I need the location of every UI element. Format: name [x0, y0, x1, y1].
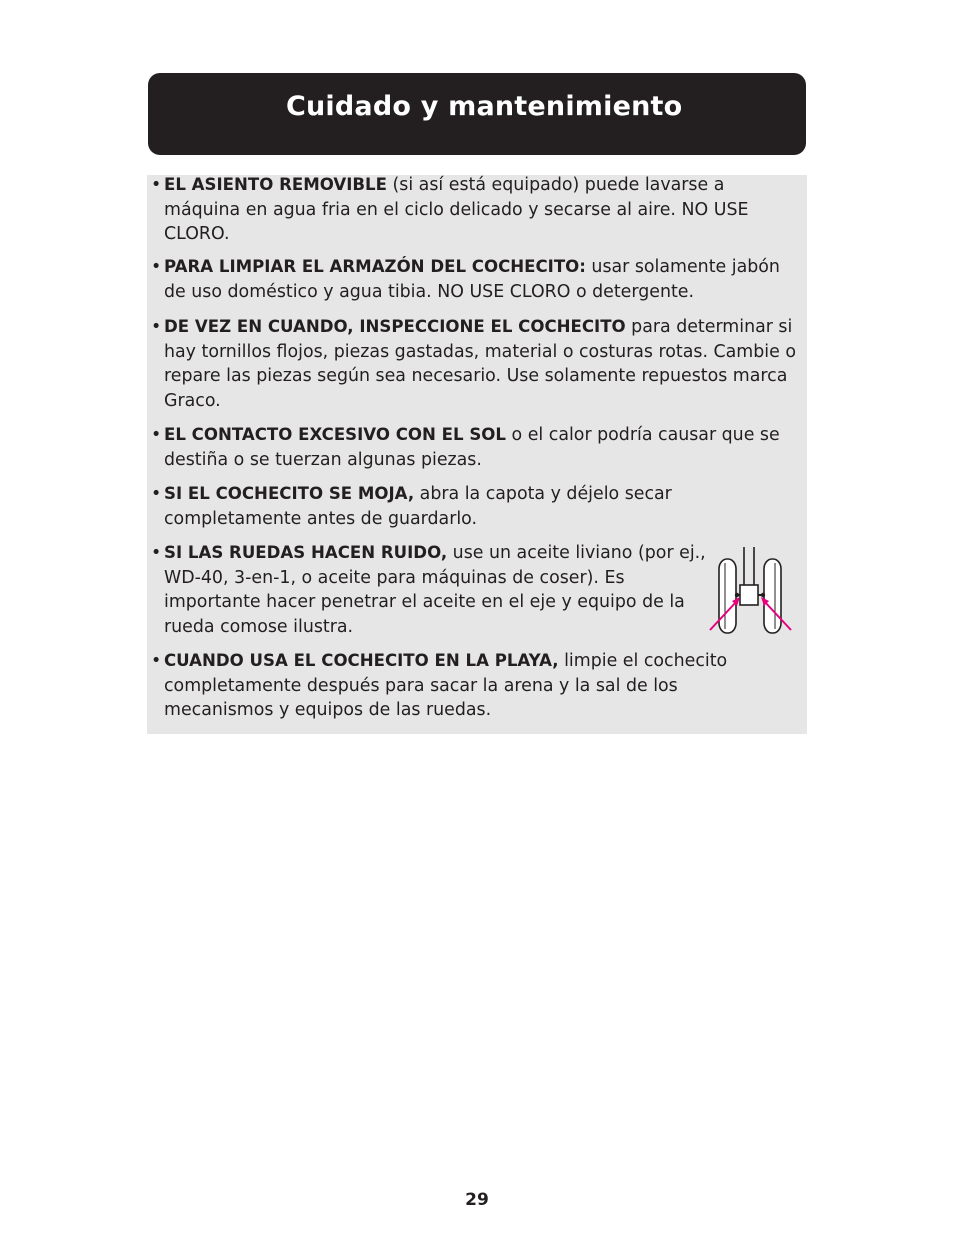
section-header	[148, 73, 806, 155]
item-text: para determinar si hay tornillos flojos, piezas gastadas, material o costuras rotas. Cambie o repare las piezas según sea necesario. Use solamente repuestos marca Graco.	[164, 317, 796, 411]
item-text: usar solamente jabón de uso doméstico y agua tibia. NO USE CLORO o detergente.	[164, 257, 780, 302]
bullet: •	[151, 425, 162, 445]
list-item-frame-cleaning	[151, 255, 803, 304]
page-number: 29	[465, 1190, 489, 1210]
item-lead: EL CONTACTO EXCESIVO CON EL SOL	[164, 425, 506, 444]
bullet: •	[151, 257, 162, 277]
list-item-inspection	[151, 315, 803, 413]
list-item-wet-stroller	[151, 482, 803, 531]
list-item-sun-exposure	[151, 423, 803, 472]
wheel-oiling-illustration	[706, 541, 796, 637]
bullet: •	[151, 651, 162, 671]
bullet: •	[151, 175, 162, 195]
bullet: •	[151, 317, 162, 337]
item-lead: SI LAS RUEDAS HACEN RUIDO,	[164, 543, 448, 562]
section-title: Cuidado y mantenimiento	[286, 91, 683, 122]
item-text: limpie el cochecito completamente después para sacar la arena y la sal de los mecanismos y equipos de las ruedas.	[164, 651, 728, 721]
list-item-removable-seat	[151, 173, 803, 247]
care-instructions-panel	[147, 175, 807, 734]
item-text: o el calor podría causar que se destiña o se tuerzan algunas piezas.	[164, 425, 780, 470]
item-lead: CUANDO USA EL COCHECITO EN LA PLAYA,	[164, 651, 559, 670]
bullet: •	[151, 484, 162, 504]
item-text: (si así está equipado) puede lavarse a máquina en agua fria en el ciclo delicado y secarse al aire. NO USE CLORO.	[164, 175, 749, 245]
item-lead: PARA LIMPIAR EL ARMAZÓN DEL COCHECITO:	[164, 257, 586, 276]
item-text: use un aceite liviano (por ej., WD-40, 3-en-1, o aceite para máquinas de coser). Es importante hacer penetrar el aceite en el eje y equipo de la rueda comose ilustra.	[164, 543, 706, 637]
item-lead: DE VEZ EN CUANDO, INSPECCIONE EL COCHECITO	[164, 317, 626, 336]
list-item-beach-use	[151, 649, 731, 723]
item-lead: SI EL COCHECITO SE MOJA,	[164, 484, 415, 503]
item-text: abra la capota y déjelo secar completamente antes de guardarlo.	[164, 484, 672, 529]
item-lead: EL ASIENTO REMOVIBLE	[164, 175, 387, 194]
bullet: •	[151, 543, 162, 563]
list-item-noisy-wheels	[151, 541, 711, 639]
